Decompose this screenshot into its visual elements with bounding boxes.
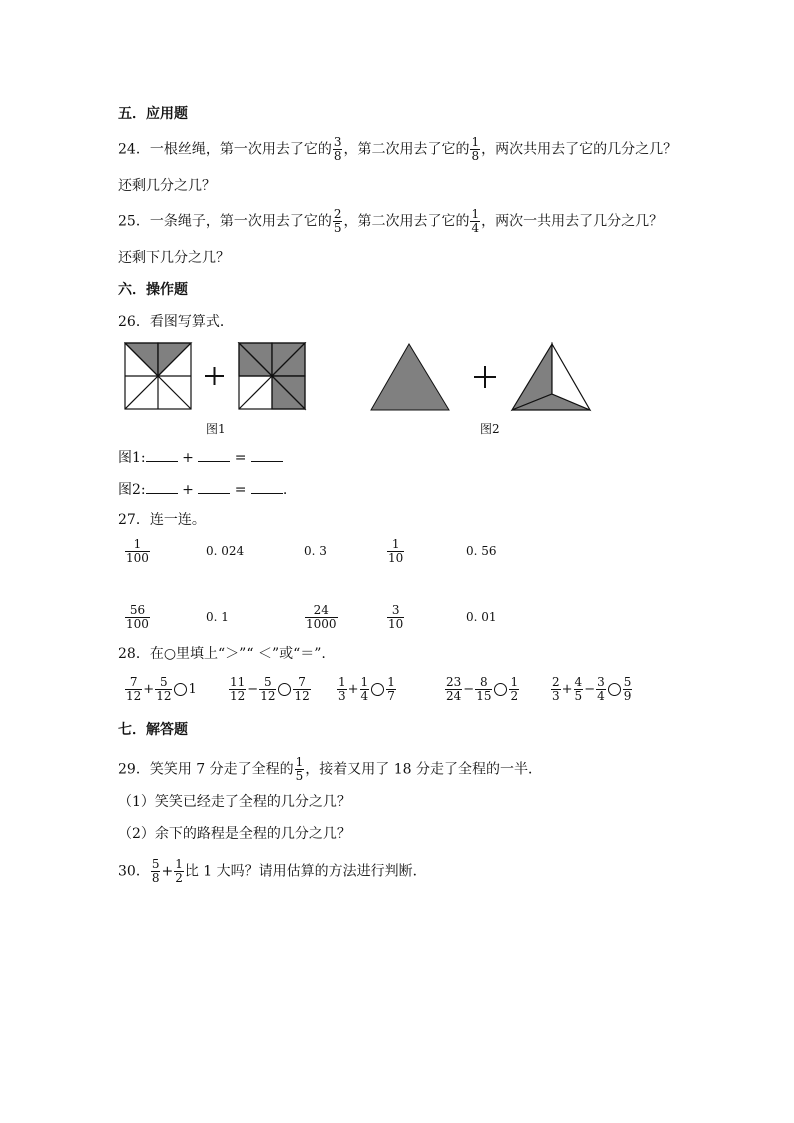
q25-text-a: 25．一条绳子，第一次用去了它的 <box>118 213 332 230</box>
answer-blank[interactable] <box>146 449 178 462</box>
answer-label: 图2: <box>118 482 146 498</box>
question-29-sub2: （2）余下的路程是全程的几分之几？ <box>118 826 351 842</box>
section-7-heading: 七．解答题 <box>118 722 188 738</box>
fraction: $\frac{3}{4}$ <box>597 675 605 703</box>
compare-circle[interactable] <box>608 683 621 696</box>
match-item[interactable] <box>304 604 339 631</box>
fraction: $\frac{7}{12}$ <box>126 675 142 703</box>
comparison-expression: $\frac{11}{12}$ − $\frac{5}{12}$ $\frac{7}{12}$ <box>230 675 310 703</box>
compare-circle[interactable] <box>174 683 187 696</box>
q24-text-a: 24．一根丝绳，第一次用去了它的 <box>118 141 332 158</box>
match-item[interactable]: 0. 024 <box>206 544 245 558</box>
question-25-line2: 还剩下几分之几？ <box>118 250 230 266</box>
match-item[interactable] <box>386 604 405 631</box>
question-29-sub1: （1）笑笑已经走了全程的几分之几？ <box>118 794 351 810</box>
figure-1-caption: 图1 <box>206 422 226 436</box>
q29-text-a: 29．笑笑用 7 分走了全程的 <box>118 761 294 778</box>
q24-text-b: ，第二次用去了它的 <box>343 141 470 158</box>
answer-label: 图1: <box>118 450 146 466</box>
answer-blank[interactable] <box>146 481 178 494</box>
fraction: $\frac{5}{8}$ <box>151 857 160 885</box>
fraction: $\frac{1}{7}$ <box>387 675 395 703</box>
fraction: $\frac{1}{100}$ <box>126 537 149 565</box>
fraction: $\frac{1}{4}$ <box>360 675 369 703</box>
equals-sign: = <box>234 482 247 498</box>
match-item[interactable]: 0. 01 <box>466 610 497 624</box>
q24-text-c: ，两次共用去了它的几分之几？ <box>481 141 678 158</box>
fraction: $\frac{56}{100}$ <box>126 603 149 631</box>
answer-blank[interactable] <box>198 481 230 494</box>
fraction: $\frac{8}{15}$ <box>476 675 492 703</box>
fraction: $\frac{7}{12}$ <box>294 675 310 703</box>
plus-sign: + <box>182 450 194 466</box>
answer-blank[interactable] <box>251 481 283 494</box>
fraction: $\frac{11}{12}$ <box>230 675 246 703</box>
match-item[interactable]: 0. 1 <box>206 610 229 624</box>
question-24-line2: 还剩几分之几？ <box>118 178 216 194</box>
compare-circle[interactable] <box>278 683 291 696</box>
question-30: 30． $\frac{5}{8}$ + $\frac{1}{2}$ 比 1 大吗？请用估算的方法进行判断． <box>118 857 427 885</box>
section-5-heading: 五．应用题 <box>118 106 188 122</box>
question-29 <box>118 756 542 783</box>
fraction: $\frac{5}{12}$ <box>260 675 276 703</box>
comparison-expression: $\frac{23}{24}$ − $\frac{8}{15}$ $\frac{1}{2}$ <box>446 675 519 703</box>
question-27: 27．连一连。 <box>118 512 206 528</box>
q25-text-b: ，第二次用去了它的 <box>343 213 470 230</box>
q30-text: 比 1 大吗？请用估算的方法进行判断． <box>184 863 427 880</box>
match-item[interactable] <box>124 538 151 565</box>
compare-circle[interactable] <box>494 683 507 696</box>
equals-sign: = <box>234 450 247 466</box>
match-item[interactable] <box>386 538 405 565</box>
question-28: 28．在○里填上“＞”“ ＜”或“＝”. <box>118 646 326 662</box>
fraction: $\frac{1}{2}$ <box>510 675 519 703</box>
section-6-heading: 六．操作题 <box>118 282 188 298</box>
match-item[interactable]: 0. 56 <box>466 544 497 558</box>
fraction: $\frac{4}{5}$ <box>574 675 583 703</box>
q29-text-b: ，接着又用了 18 分走了全程的一半． <box>305 761 542 778</box>
comparison-expression: $\frac{7}{12}$ + $\frac{5}{12}$ 1 <box>126 675 197 703</box>
answer-line-2: 图2: + = . <box>118 482 288 498</box>
fraction: $\frac{3}{8}$ <box>333 135 342 163</box>
fraction: $\frac{2}{3}$ <box>552 675 560 703</box>
answer-line-1 <box>118 448 283 468</box>
fraction: $\frac{1}{2}$ <box>175 857 183 885</box>
question-24 <box>118 136 677 163</box>
figure-2-caption: 图2 <box>480 422 500 436</box>
fraction: $\frac{3}{10}$ <box>388 603 404 631</box>
fraction: $\frac{2}{5}$ <box>333 207 342 235</box>
figure-2 <box>368 340 592 414</box>
match-item[interactable] <box>124 604 151 631</box>
fraction: $\frac{1}{3}$ <box>338 675 346 703</box>
comparison-expression: $\frac{2}{3}$ + $\frac{4}{5}$ − $\frac{3}{4}$ $\frac{5}{9}$ <box>552 675 632 703</box>
question-26: 26．看图写算式． <box>118 314 234 330</box>
figure-1 <box>124 342 308 412</box>
comparison-expression: $\frac{1}{3}$ + $\frac{1}{4}$ $\frac{1}{7}$ <box>338 675 395 703</box>
fraction: $\frac{1}{10}$ <box>388 537 404 565</box>
fraction: $\frac{5}{12}$ <box>156 675 172 703</box>
answer-blank[interactable] <box>198 449 230 462</box>
question-25 <box>118 208 663 235</box>
compare-circle[interactable] <box>371 683 384 696</box>
fraction: $\frac{1}{4}$ <box>471 207 480 235</box>
fraction: $\frac{1}{5}$ <box>295 755 304 783</box>
answer-blank[interactable] <box>251 449 283 462</box>
fraction: $\frac{5}{9}$ <box>623 675 632 703</box>
fraction: $\frac{24}{1000}$ <box>306 603 337 631</box>
q25-text-c: ，两次一共用去了几分之几？ <box>481 213 664 230</box>
fraction: $\frac{23}{24}$ <box>446 675 462 703</box>
fraction: $\frac{1}{8}$ <box>471 135 480 163</box>
match-item[interactable]: 0. 3 <box>304 544 327 558</box>
plus-sign: + <box>182 482 194 498</box>
